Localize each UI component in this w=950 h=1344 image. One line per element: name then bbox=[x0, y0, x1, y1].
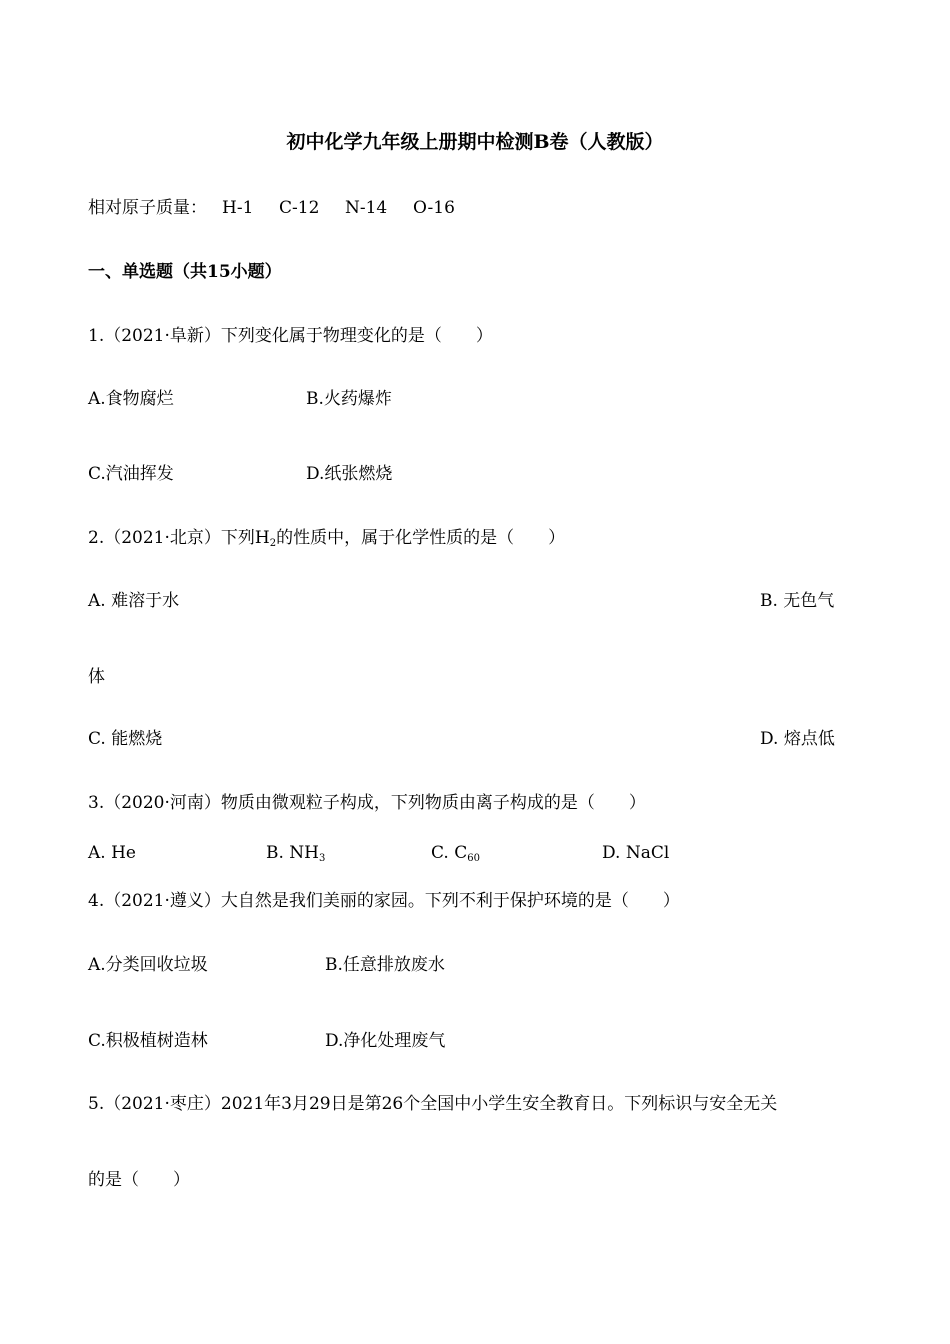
question-1-option-a[interactable]: A.食物腐烂 bbox=[88, 389, 174, 409]
question-4-option-d[interactable]: D.净化处理废气 bbox=[325, 1031, 446, 1051]
question-3-option-b-subscript: 3 bbox=[319, 853, 326, 864]
question-2-option-d[interactable]: D. 熔点低 bbox=[760, 729, 835, 749]
question-1-option-b[interactable]: B.火药爆炸 bbox=[306, 389, 392, 409]
page-title: 初中化学九年级上册期中检测B卷（人教版） bbox=[286, 131, 664, 153]
atomic-mass-n: N-14 bbox=[345, 198, 388, 218]
atomic-mass-o: O-16 bbox=[413, 198, 455, 218]
question-4-stem: 4.（2021·遵义）大自然是我们美丽的家园。下列不利于保护环境的是（ ） bbox=[88, 891, 680, 911]
question-4-option-a[interactable]: A.分类回收垃圾 bbox=[88, 955, 208, 975]
question-2-option-b[interactable]: B. 无色气 bbox=[760, 591, 835, 611]
question-2-option-b-wrap: 体 bbox=[88, 667, 105, 687]
atomic-mass-c: C-12 bbox=[279, 198, 320, 218]
section-heading: 一、单选题（共15小题） bbox=[88, 262, 282, 282]
question-1-option-c[interactable]: C.汽油挥发 bbox=[88, 464, 174, 484]
question-1-stem: 1.（2021·阜新）下列变化属于物理变化的是（ ） bbox=[88, 326, 493, 346]
atomic-mass-h: H-1 bbox=[222, 198, 254, 218]
question-3-option-b-text: B. NH bbox=[266, 843, 320, 863]
question-3-option-b[interactable] bbox=[266, 845, 325, 864]
question-4-option-b[interactable]: B.任意排放废水 bbox=[325, 955, 445, 975]
question-3-option-c-text: C. C bbox=[431, 843, 468, 863]
question-5-stem: 5.（2021·枣庄）2021年3月29日是第26个全国中小学生安全教育日。下列标识与安全无关 bbox=[88, 1094, 778, 1114]
question-3-option-c[interactable] bbox=[431, 845, 480, 864]
question-2-stem-post: 的性质中，属于化学性质的是（ ） bbox=[276, 528, 566, 548]
question-2-option-c[interactable]: C. 能燃烧 bbox=[88, 729, 163, 749]
question-3-option-c-subscript: 60 bbox=[467, 853, 480, 864]
question-2-stem-pre: 2.（2021·北京）下列H bbox=[88, 528, 270, 548]
question-2-option-a[interactable]: A. 难溶于水 bbox=[88, 591, 180, 611]
question-2-stem-subscript: 2 bbox=[269, 538, 277, 549]
question-5-stem-wrap: 的是（ ） bbox=[88, 1170, 190, 1190]
question-3-option-d[interactable]: D. NaCl bbox=[602, 843, 670, 863]
question-3-option-a[interactable]: A. He bbox=[88, 843, 136, 863]
atomic-mass-label: 相对原子质量： bbox=[88, 198, 207, 218]
question-4-option-c[interactable]: C.积极植树造林 bbox=[88, 1031, 208, 1051]
question-2-stem bbox=[88, 530, 565, 549]
question-3-stem: 3.（2020·河南）物质由微观粒子构成，下列物质由离子构成的是（ ） bbox=[88, 793, 646, 813]
question-1-option-d[interactable]: D.纸张燃烧 bbox=[306, 464, 393, 484]
